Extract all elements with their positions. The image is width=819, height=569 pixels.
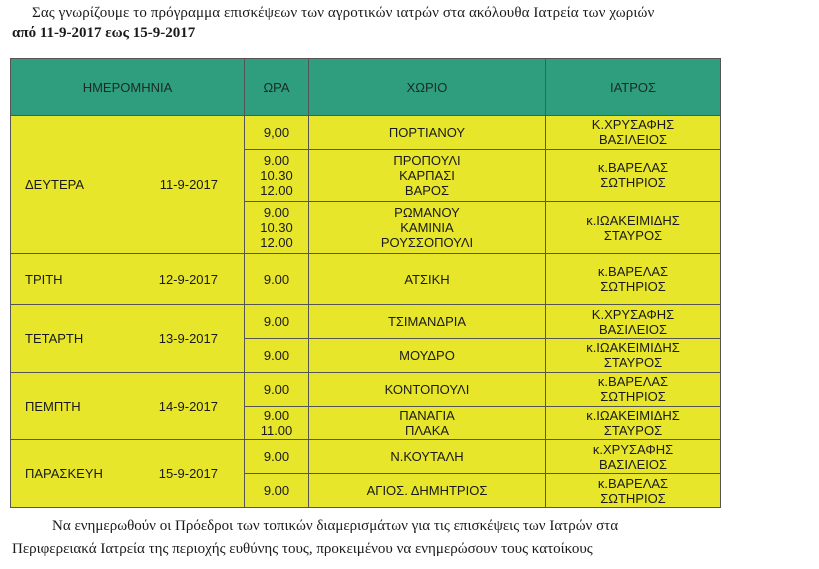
day-cell (11, 254, 245, 305)
header-time: ΩΡΑ (245, 59, 309, 116)
doctor-title: Κ.ΧΡΥΣΑΦΗΣ (591, 117, 675, 133)
doctor-cell (546, 116, 721, 150)
time-value: 9.00 (263, 347, 290, 363)
time-cell (245, 406, 309, 440)
header-date: ΗΜΕΡΟΜΗΝΙΑ (11, 59, 245, 116)
village-name: ΠΟΡΤΙΑΝΟΥ (388, 124, 466, 140)
time-cell (245, 440, 309, 474)
time-value: 9.00 (263, 205, 290, 221)
village-cell (309, 339, 546, 373)
doctor-cell (546, 305, 721, 339)
time-cell (245, 149, 309, 201)
day-date: 15-9-2017 (158, 466, 218, 482)
day-date: 14-9-2017 (158, 398, 218, 414)
time-cell (245, 474, 309, 508)
time-value: 12.00 (260, 182, 293, 198)
village-name: ΒΑΡΟΣ (404, 182, 450, 198)
doctor-firstname: ΣΤΑΥΡΟΣ (603, 355, 663, 371)
day-date: 11-9-2017 (159, 177, 218, 193)
village-name: ΚΑΡΠΑΣΙ (399, 167, 455, 183)
village-cell (309, 254, 546, 305)
doctor-firstname: ΣΩΤΗΡΙΟΣ (600, 490, 666, 506)
village-name: ΑΓΙΟΣ. ΔΗΜΗΤΡΙΟΣ (366, 483, 488, 499)
doctor-cell (546, 406, 721, 440)
day-cell (11, 116, 245, 254)
village-cell (309, 149, 546, 201)
time-cell (245, 305, 309, 339)
time-value: 9.00 (263, 314, 290, 330)
time-value: 12.00 (260, 235, 293, 251)
header-village: ΧΩΡΙΟ (309, 59, 546, 116)
village-name: ΠΛΑΚΑ (404, 422, 450, 438)
village-name: ΚΟΝΤΟΠΟΥΛΙ (384, 381, 470, 397)
day-name: ΤΕΤΑΡΤΗ (25, 331, 84, 347)
time-value: 9.00 (263, 381, 290, 397)
table-row (11, 440, 721, 474)
doctor-firstname: ΣΤΑΥΡΟΣ (603, 422, 663, 438)
doctor-title: κ.ΒΑΡΕΛΑΣ (597, 475, 669, 491)
table-row (11, 372, 721, 406)
table-row (11, 116, 721, 150)
visit-schedule-table (10, 58, 721, 508)
intro-text: Σας γνωρίζουμε το πρόγραμμα επισκέψεων των αγροτικών ιατρών στα ακόλουθα Ιατρεία των χωριών (32, 5, 655, 21)
doctor-cell (546, 201, 721, 253)
doctor-cell (546, 440, 721, 474)
day-cell (11, 372, 245, 440)
time-value: 9.00 (263, 449, 290, 465)
village-cell (309, 440, 546, 474)
day-name: ΠΕΜΠΤΗ (25, 398, 81, 414)
doctor-firstname: ΒΑΣΙΛΕΙΟΣ (598, 456, 668, 472)
village-name: ΠΑΝΑΓΙΑ (399, 407, 455, 423)
village-cell (309, 474, 546, 508)
time-value: 9.00 (263, 483, 290, 499)
table-row (11, 305, 721, 339)
day-cell (11, 305, 245, 373)
doctor-cell (546, 149, 721, 201)
closing-text-line1: Να ενημερωθούν οι Πρόεδροι των τοπικών διαμερισμάτων για τις επισκέψεις των Ιατρών στα (52, 518, 619, 534)
date-range: από 11-9-2017 εως 15-9-2017 (12, 25, 196, 41)
village-cell (309, 305, 546, 339)
day-date: 13-9-2017 (158, 331, 218, 347)
day-date: 12-9-2017 (158, 271, 218, 287)
doctor-firstname: ΣΩΤΗΡΙΟΣ (600, 279, 666, 295)
time-cell (245, 339, 309, 373)
doctor-title: κ.ΒΑΡΕΛΑΣ (597, 264, 669, 280)
day-cell (11, 440, 245, 508)
village-name: Ν.ΚΟΥΤΑΛΗ (390, 449, 464, 465)
table-header-row (11, 59, 721, 116)
doctor-firstname: ΒΑΣΙΛΕΙΟΣ (598, 132, 668, 148)
doctor-cell (546, 339, 721, 373)
village-name: ΚΑΜΙΝΙΑ (400, 220, 454, 236)
village-cell (309, 201, 546, 253)
time-value: 9,00 (263, 124, 290, 140)
time-value: 11.00 (260, 422, 293, 438)
doctor-firstname: ΣΤΑΥΡΟΣ (603, 227, 663, 243)
time-value: 10.30 (260, 220, 293, 236)
village-name: ΤΣΙΜΑΝΔΡΙΑ (387, 314, 467, 330)
day-name: ΔΕΥΤΕΡΑ (25, 177, 85, 193)
time-value: 9.00 (263, 152, 290, 168)
time-cell (245, 254, 309, 305)
closing-text-line2: Περιφερειακά Ιατρεία της περιοχής ευθύνης τους, προκειμένου να ενημερώσουν τους κατοίκους (12, 541, 593, 557)
village-name: ΑΤΣΙΚΗ (404, 271, 450, 287)
village-name: ΠΡΟΠΟΥΛΙ (393, 152, 461, 168)
village-name: ΡΟΥΣΣΟΠΟΥΛΙ (380, 235, 474, 251)
day-name: ΠΑΡΑΣΚΕΥΗ (25, 466, 103, 482)
doctor-title: κ.ΙΩΑΚΕΙΜΙΔΗΣ (586, 407, 680, 423)
doctor-cell (546, 254, 721, 305)
doctor-title: Κ.ΧΡΥΣΑΦΗΣ (591, 306, 675, 322)
doctor-title: κ.ΙΩΑΚΕΙΜΙΔΗΣ (586, 212, 680, 228)
time-value: 10.30 (260, 167, 293, 183)
village-cell (309, 116, 546, 150)
village-name: ΡΩΜΑΝΟΥ (394, 205, 460, 221)
village-cell (309, 372, 546, 406)
time-value: 9.00 (263, 407, 290, 423)
doctor-cell (546, 474, 721, 508)
time-value: 9.00 (263, 271, 290, 287)
doctor-firstname: ΒΑΣΙΛΕΙΟΣ (598, 321, 668, 337)
doctor-title: κ.ΙΩΑΚΕΙΜΙΔΗΣ (586, 340, 680, 356)
doctor-title: κ.ΒΑΡΕΛΑΣ (597, 374, 669, 390)
village-cell (309, 406, 546, 440)
table-row (11, 254, 721, 305)
doctor-title: κ.ΧΡΥΣΑΦΗΣ (592, 441, 674, 457)
doctor-firstname: ΣΩΤΗΡΙΟΣ (600, 389, 666, 405)
time-cell (245, 116, 309, 150)
doctor-title: κ.ΒΑΡΕΛΑΣ (597, 160, 669, 176)
doctor-firstname: ΣΩΤΗΡΙΟΣ (600, 175, 666, 191)
day-name: ΤΡΙΤΗ (25, 271, 63, 287)
time-cell (245, 201, 309, 253)
header-doctor: ΙΑΤΡΟΣ (546, 59, 721, 116)
village-name: ΜΟΥΔΡΟ (399, 347, 455, 363)
doctor-cell (546, 372, 721, 406)
time-cell (245, 372, 309, 406)
